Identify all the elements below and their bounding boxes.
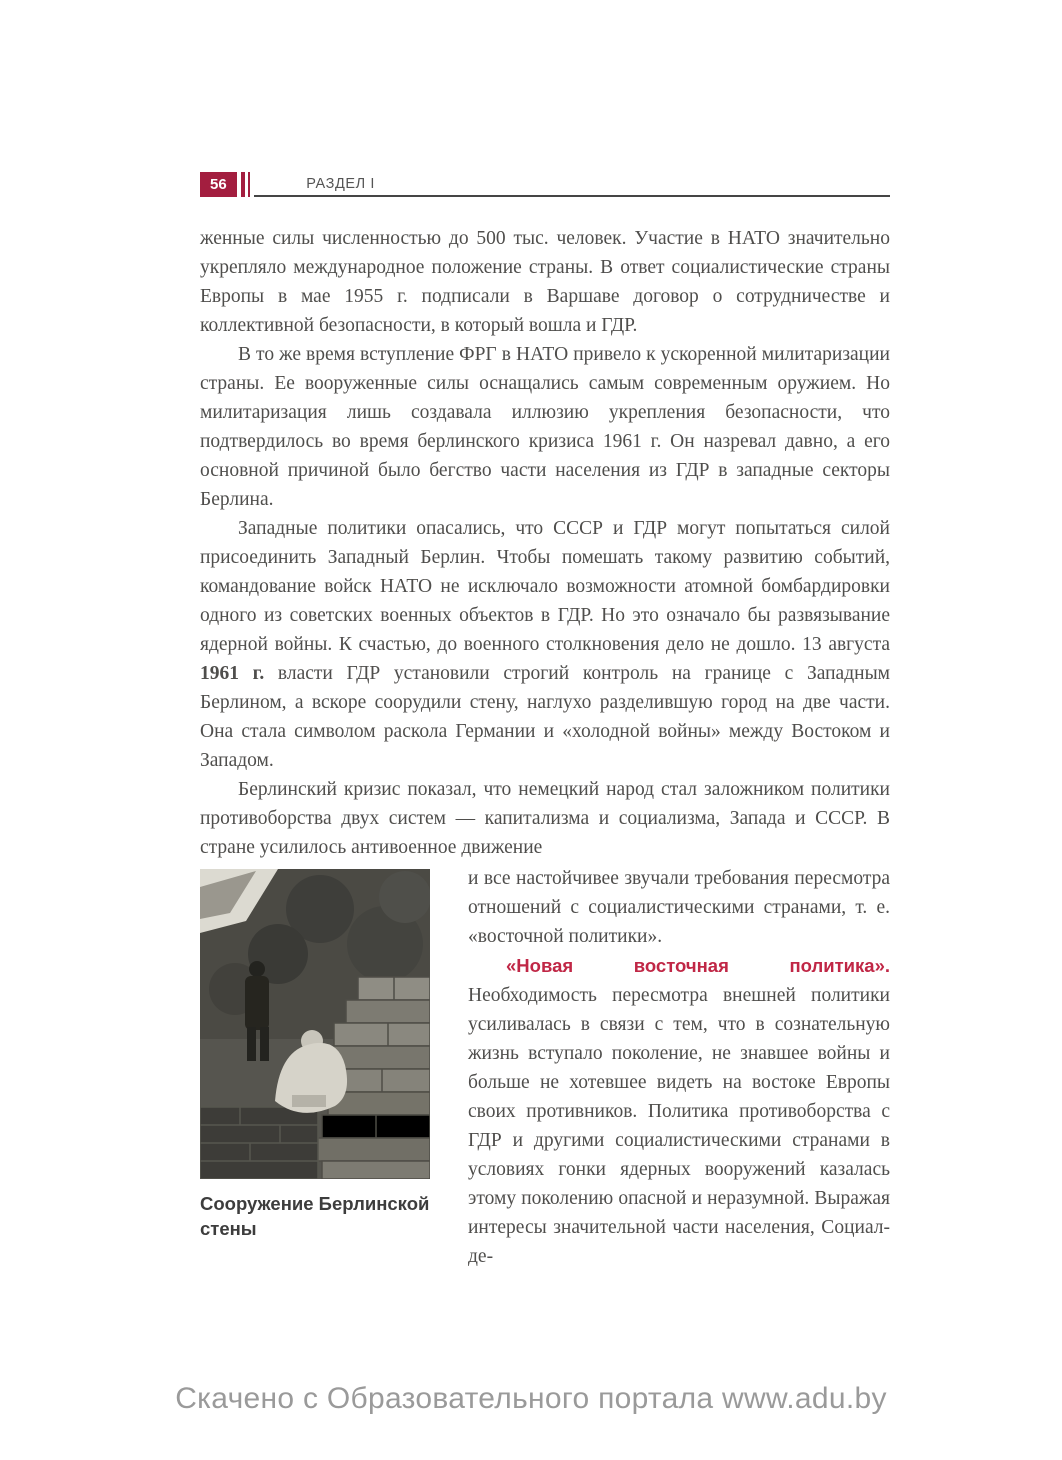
paragraph-3: [200, 514, 890, 775]
page-header: [200, 172, 890, 197]
paragraph-3-text-cont: власти ГДР установили строгий контроль на границе с Западным Берлином, а вскоре соорудили стену, наглухо разделившую город на две части. Она стала символом раскола Германии и «холодной войны» между Востоком и Западом.: [200, 663, 891, 771]
page-number: 56: [210, 176, 227, 193]
page-number-badge: [200, 172, 237, 197]
figure-text-row: [200, 864, 890, 1271]
paragraph-4: Берлинский кризис показал, что немецкий народ стал заложником политики противоборства двух систем — капитализма и социализма, Запада и СССР. В стране усилилось антивоенное движение: [200, 779, 890, 858]
wrapped-text-column: [468, 864, 890, 1271]
paragraph-2: В то же время вступление ФРГ в НАТО привело к ускоренной милитаризации страны. Ее вооруженные силы оснащались самым современным оружием. Но милитаризация лишь создавала иллюзию укрепления безопасности, что подтвердилось во время берлинского кризиса 1961 г. Он назревал давно, а его основной причиной было бегство части населения из ГДР в западные секторы Берлина.: [200, 344, 890, 510]
berlin-wall-photo: [200, 869, 430, 1179]
figure-berlin-wall: [200, 864, 430, 1271]
paragraph-3-text: Западные политики опасались, что СССР и ГДР могут попытаться силой присоединить Западный Берлин. Чтобы помешать такому развитию событий, командование войск НАТО не исключало возможности атомной бомбардировки одного из советских военных объектов в ГДР. Но это означало бы развязывание ядерной войны. К счастью, до военного столкновения дело не дошло. 13 августа: [200, 518, 890, 655]
paragraph-1: женные силы численностью до 500 тыс. человек. Участие в НАТО значительно укрепляло международное положение страны. В ответ социалистические страны Европы в мае 1955 г. подписали в Варшаве договор о сотрудничестве и коллективной безопасности, в который вошла и ГДР.: [200, 228, 890, 336]
figure-caption: Сооружение Берлинской стены: [200, 1193, 430, 1239]
paragraph-5: [468, 951, 890, 1271]
paragraph-lead-red: «Новая восточная политика».: [506, 955, 890, 976]
header-divider-icon: [241, 172, 251, 197]
page-body: [200, 224, 890, 1271]
paragraph-4-continued: и все настойчивее звучали требования пересмотра отношений с социалистическими странами, т. е. «восточной политики».: [468, 868, 890, 947]
page-content: [200, 172, 890, 1271]
watermark: Скачено с Образовательного портала www.adu.by: [175, 1382, 887, 1415]
bold-date: 1961 г.: [200, 663, 265, 684]
section-header-rule: [254, 172, 890, 197]
section-title: РАЗДЕЛ I: [306, 175, 376, 192]
paragraph-5-text: Необходимость пересмотра внешней политики усиливалась в связи с тем, что в сознательную жизнь вступало поколение, не знавшее войны и больше не хотевшее видеть на востоке Европы своих противников. Политика противоборства с ГДР и другими социалистическими странами в условиях гонки ядерных вооружений казалась этому поколению опасной и неразумной. Выражая интересы значительной части населения, Социал-де-: [468, 985, 890, 1267]
